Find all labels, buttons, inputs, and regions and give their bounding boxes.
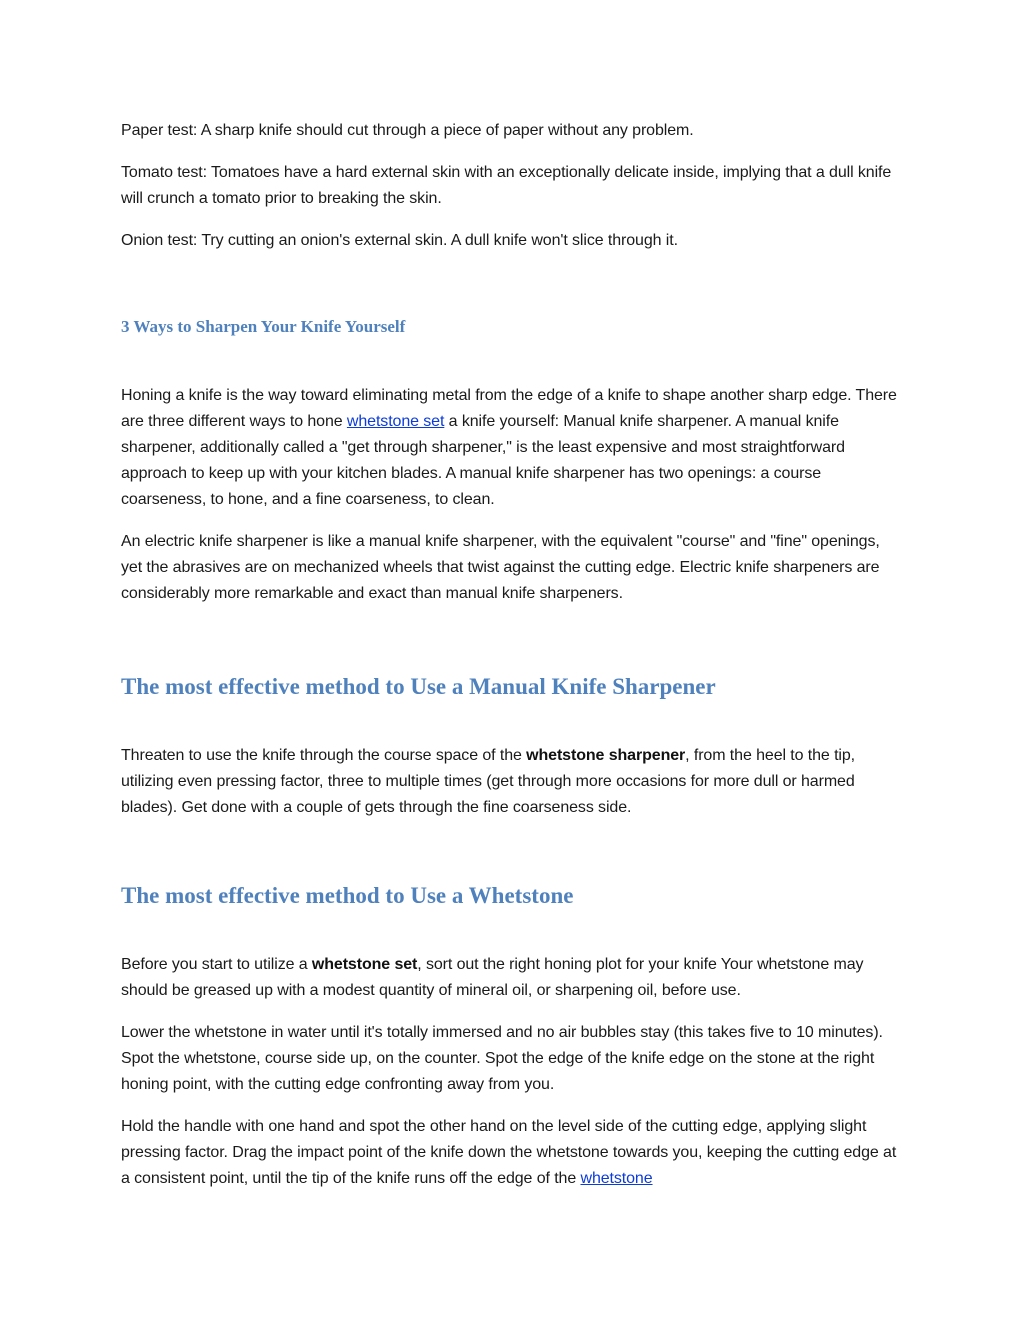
whetstone-text-before: Before you start to utilize a — [121, 956, 312, 973]
manual-text-after: , from the heel to the tip, utilizing even pressing factor, three to multiple times (get through more occasions for more dull or harmed blades). Get done with a couple of gets through the fine coarseness side. — [121, 747, 856, 816]
hold-handle-paragraph — [121, 1114, 901, 1192]
paper-test-paragraph: Paper test: A sharp knife should cut through a piece of paper without any problem. — [121, 122, 694, 139]
document-page — [121, 118, 901, 1192]
whetstone-link[interactable]: whetstone — [580, 1170, 653, 1187]
manual-sharpener-paragraph — [121, 743, 901, 821]
honing-text-before: Honing a knife is the way toward eliminating metal from the edge of a knife to shape another sharp edge. There are three different ways to hone — [121, 387, 897, 430]
onion-test-paragraph: Onion test: Try cutting an onion's external skin. A dull knife won't slice through it. — [121, 232, 678, 249]
ways-heading: 3 Ways to Sharpen Your Knife Yourself — [121, 317, 406, 336]
manual-sharpener-heading: The most effective method to Use a Manual Knife Sharpener — [121, 674, 716, 699]
manual-text-before: Threaten to use the knife through the course space of the — [121, 747, 527, 764]
whetstone-text-after: , sort out the right honing plot for your knife Your whetstone may should be greased up with a modest quantity of mineral oil, or sharpening oil, before use. — [121, 956, 864, 999]
hold-handle-text: Hold the handle with one hand and spot the other hand on the level side of the cutting edge, applying slight pressing factor. Drag the impact point of the knife down the whetstone towards you, keeping the cutting edge at a consistent point, until the tip of the knife runs off the edge of the — [121, 1118, 897, 1187]
whetstone-set-link[interactable]: whetstone set — [346, 413, 445, 430]
whetstone-set-bold: whetstone set — [311, 956, 418, 973]
tomato-test-paragraph: Tomato test: Tomatoes have a hard external skin with an exceptionally delicate inside, implying that a dull knife will crunch a tomato prior to breaking the skin. — [121, 164, 892, 207]
whetstone-sharpener-bold: whetstone sharpener — [526, 747, 686, 764]
honing-text-after: a knife yourself: Manual knife sharpener. A manual knife sharpener, additionally called a "get through sharpener," is the least expensive and most straightforward approach to keep up with your kitchen blades. A manual knife sharpener has two openings: a course coarseness, to hone, and a fine coarseness, to clean. — [121, 413, 845, 508]
whetstone-intro-paragraph — [121, 952, 901, 1004]
electric-sharpener-paragraph: An electric knife sharpener is like a manual knife sharpener, with the equivalent "course" and "fine" openings, yet the abrasives are on mechanized wheels that twist against the cutting edge. Electric knife sharpeners are considerably more remarkable and exact than manual knife sharpeners. — [121, 533, 880, 602]
honing-paragraph — [121, 383, 901, 513]
lower-whetstone-paragraph: Lower the whetstone in water until it's totally immersed and no air bubbles stay (this takes five to 10 minutes). Spot the whetstone, course side up, on the counter. Spot the edge of the knife edge on the stone at the right honing point, with the cutting edge confronting away from you. — [121, 1024, 883, 1093]
whetstone-heading: The most effective method to Use a Whetstone — [121, 883, 574, 908]
